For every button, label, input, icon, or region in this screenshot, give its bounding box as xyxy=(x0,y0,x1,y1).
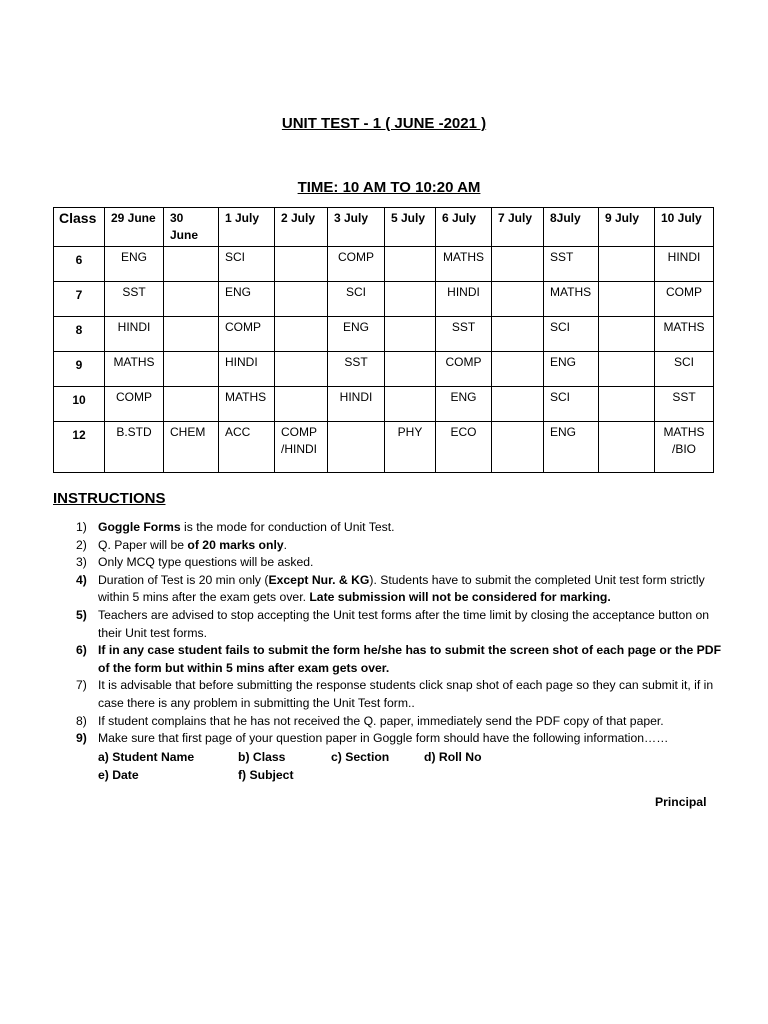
subject-cell xyxy=(492,247,544,282)
subject-cell xyxy=(599,317,655,352)
subject-cell xyxy=(385,317,436,352)
instruction-text: Teachers are advised to stop accepting the Unit test forms after the time limit by closing the acceptance button on their Unit test forms. xyxy=(98,607,710,640)
principal-signature: Principal xyxy=(655,795,707,809)
subject-cell: COMP xyxy=(105,387,164,422)
instruction-text: Make sure that first page of your question paper in Goggle form should have the following information…… xyxy=(98,731,669,746)
class-cell: 10 xyxy=(54,387,105,422)
subject-cell xyxy=(599,247,655,282)
info-field: e) Date xyxy=(98,768,139,782)
subject-cell: HINDI xyxy=(219,352,275,387)
subject-cell: SST xyxy=(105,282,164,317)
subject-cell: MATHS /BIO xyxy=(655,422,714,473)
subject-cell: MATHS xyxy=(544,282,599,317)
subject-cell xyxy=(492,387,544,422)
date-column-header: 30 June xyxy=(164,208,219,247)
subject-cell: SCI xyxy=(544,387,599,422)
date-column-header: 10 July xyxy=(655,208,714,247)
instruction-item xyxy=(53,607,723,642)
info-field: d) Roll No xyxy=(424,750,482,764)
instruction-item xyxy=(53,572,723,607)
class-cell: 7 xyxy=(54,282,105,317)
instruction-text: It is advisable that before submitting the response students click snap shot of each page so they can submit it, if in case there is any problem in submitting the Unit Test form.. xyxy=(98,678,714,710)
info-field: f) Subject xyxy=(238,768,294,782)
subject-cell: MATHS xyxy=(219,387,275,422)
schedule-row xyxy=(54,282,714,317)
subject-cell: ENG xyxy=(436,387,492,422)
subject-cell: ENG xyxy=(328,317,385,352)
instruction-number: 5) xyxy=(76,607,87,622)
instruction-number: 9) xyxy=(76,731,87,746)
instruction-text: Only MCQ type questions will be asked. xyxy=(98,555,314,570)
subject-cell: HINDI xyxy=(105,317,164,352)
subject-cell: COMP xyxy=(655,282,714,317)
subject-cell: ENG xyxy=(544,352,599,387)
subject-cell xyxy=(599,282,655,317)
instruction-number: 1) xyxy=(76,520,87,534)
subject-cell: B.STD xyxy=(105,422,164,473)
instruction-number: 6) xyxy=(76,643,87,658)
subject-cell xyxy=(599,352,655,387)
subject-cell: SST xyxy=(544,247,599,282)
subject-cell xyxy=(599,387,655,422)
subject-cell: SCI xyxy=(328,282,385,317)
schedule-row xyxy=(54,247,714,282)
subject-cell: HINDI xyxy=(436,282,492,317)
subject-cell: COMP xyxy=(328,247,385,282)
subject-cell: COMP xyxy=(219,317,275,352)
instruction-item xyxy=(53,537,723,555)
subject-cell: HINDI xyxy=(328,387,385,422)
subject-cell xyxy=(275,317,328,352)
subject-cell: MATHS xyxy=(105,352,164,387)
subject-cell xyxy=(328,422,385,473)
date-column-header: 5 July xyxy=(385,208,436,247)
schedule-table xyxy=(53,207,714,473)
subject-cell: COMP /HINDI xyxy=(275,422,328,473)
instruction-text: Q. Paper will be xyxy=(98,537,188,552)
class-cell: 8 xyxy=(54,317,105,352)
date-column-header: 3 July xyxy=(328,208,385,247)
subject-cell xyxy=(385,282,436,317)
schedule-row xyxy=(54,352,714,387)
instruction-text: of 20 marks only xyxy=(187,537,284,552)
subject-cell: ENG xyxy=(105,247,164,282)
subject-cell xyxy=(275,282,328,317)
instruction-item xyxy=(53,713,723,731)
instruction-text: If in any case student fails to submit the form he/she has to submit the screen shot of each page or the PDF of the form but within 5 mins after exam gets over. xyxy=(98,643,722,675)
instruction-text: Goggle Forms xyxy=(98,520,181,534)
schedule-row xyxy=(54,387,714,422)
subject-cell xyxy=(275,352,328,387)
date-column-header: 7 July xyxy=(492,208,544,247)
class-column-header: Class xyxy=(54,208,105,247)
subject-cell xyxy=(492,352,544,387)
schedule-header-row xyxy=(54,208,714,247)
instructions-list xyxy=(53,519,723,748)
instruction-item xyxy=(53,677,723,712)
date-column-header: 29 June xyxy=(105,208,164,247)
instruction-text: is the mode for conduction of Unit Test. xyxy=(180,520,395,534)
instruction-text: Except Nur. & KG xyxy=(268,572,370,587)
schedule-row xyxy=(54,317,714,352)
instruction-text: If student complains that he has not received the Q. paper, immediately send the PDF copy of that paper. xyxy=(98,713,664,728)
subject-cell xyxy=(599,422,655,473)
schedule-header xyxy=(54,208,714,247)
instruction-text: ). Students have to submit the completed Unit test form strictly within 5 mins after the exam gets over. xyxy=(98,572,705,605)
subject-cell xyxy=(275,247,328,282)
subject-cell: ENG xyxy=(219,282,275,317)
info-field: a) Student Name xyxy=(98,750,195,764)
subject-cell xyxy=(164,247,219,282)
subject-cell xyxy=(275,387,328,422)
date-column-header: 2 July xyxy=(275,208,328,247)
test-title: UNIT TEST - 1 ( JUNE -2021 ) xyxy=(281,115,487,132)
instruction-number: 8) xyxy=(76,713,87,728)
info-field: b) Class xyxy=(238,750,286,764)
subject-cell: MATHS xyxy=(655,317,714,352)
subject-cell: CHEM xyxy=(164,422,219,473)
subject-cell xyxy=(492,282,544,317)
subject-cell xyxy=(385,387,436,422)
instruction-number: 4) xyxy=(76,572,87,587)
subject-cell xyxy=(385,247,436,282)
instruction-item xyxy=(53,519,723,537)
subject-cell: ACC xyxy=(219,422,275,473)
instruction-item xyxy=(53,730,723,748)
subject-cell: HINDI xyxy=(655,247,714,282)
class-cell: 6 xyxy=(54,247,105,282)
date-column-header: 9 July xyxy=(599,208,655,247)
instruction-item xyxy=(53,642,723,677)
subject-cell xyxy=(492,422,544,473)
subject-cell xyxy=(164,317,219,352)
date-column-header: 8July xyxy=(544,208,599,247)
test-time: TIME: 10 AM TO 10:20 AM xyxy=(297,179,481,196)
instructions-heading: INSTRUCTIONS xyxy=(53,490,166,507)
instruction-item xyxy=(53,554,723,572)
class-cell: 9 xyxy=(54,352,105,387)
class-cell: 12 xyxy=(54,422,105,473)
subject-cell: ECO xyxy=(436,422,492,473)
subject-cell: COMP xyxy=(436,352,492,387)
instruction-number: 7) xyxy=(76,678,87,693)
subject-cell: SST xyxy=(436,317,492,352)
info-field: c) Section xyxy=(331,750,390,764)
instruction-text: Duration of Test is 20 min only ( xyxy=(98,572,269,587)
subject-cell: SCI xyxy=(544,317,599,352)
schedule-row xyxy=(54,422,714,473)
subject-cell xyxy=(492,317,544,352)
subject-cell: SCI xyxy=(219,247,275,282)
subject-cell: SCI xyxy=(655,352,714,387)
instruction-number: 3) xyxy=(76,555,87,570)
schedule-body xyxy=(54,247,714,473)
subject-cell xyxy=(164,352,219,387)
subject-cell xyxy=(164,282,219,317)
subject-cell xyxy=(385,352,436,387)
instruction-text: Late submission will not be considered for marking. xyxy=(309,590,611,605)
date-column-header: 6 July xyxy=(436,208,492,247)
subject-cell: PHY xyxy=(385,422,436,473)
subject-cell: ENG xyxy=(544,422,599,473)
date-column-header: 1 July xyxy=(219,208,275,247)
subject-cell: SST xyxy=(655,387,714,422)
subject-cell: SST xyxy=(328,352,385,387)
subject-cell: MATHS xyxy=(436,247,492,282)
subject-cell xyxy=(164,387,219,422)
instruction-number: 2) xyxy=(76,537,87,552)
instruction-text: . xyxy=(283,537,287,552)
